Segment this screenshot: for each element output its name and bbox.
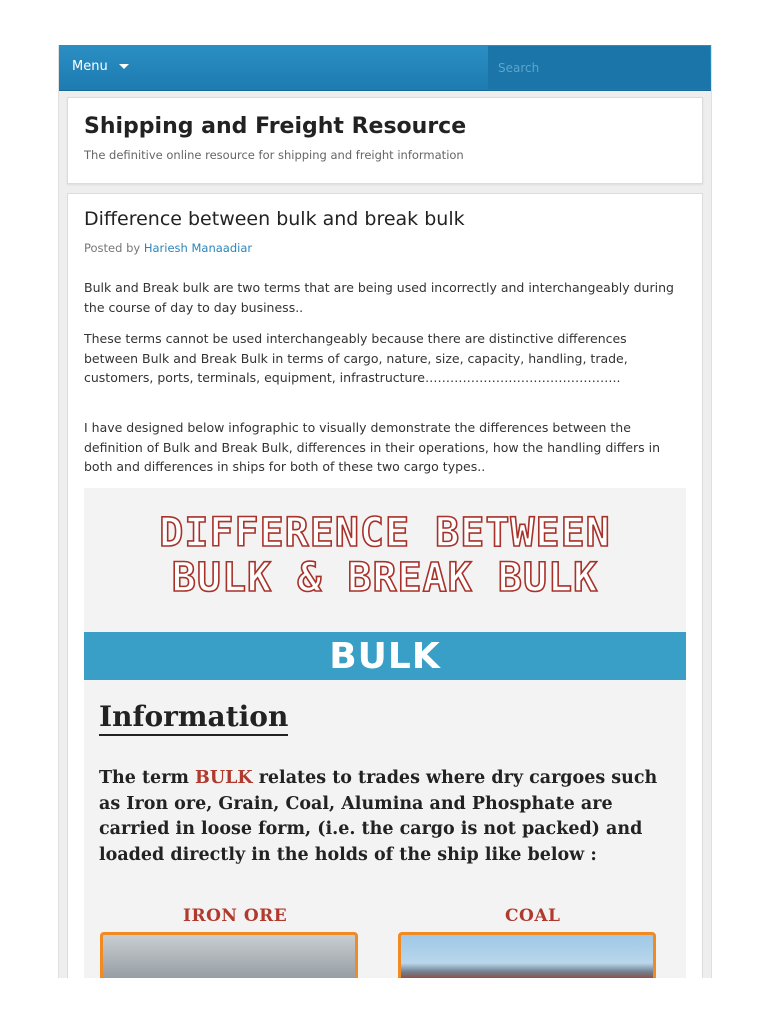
site-header [67,97,703,184]
search-input[interactable] [488,46,710,89]
page-frame [58,45,712,978]
body-highlight: BULK [195,768,253,788]
author-link[interactable]: Hariesh Manaadiar [143,241,253,255]
body-suffix: relates to trades where dry cargoes such as Iron ore, Grain, Coal, Alumina and Phosphate are carried in loose form, (i.e. the cargo is not packed) and loaded directly in the holds of the ship like below : [99,768,658,865]
iron-ore-photo [100,932,358,978]
article-paragraph: These terms cannot be used interchangeably because there are distinctive differences between Bulk and Break Bulk in terms of cargo, nature, size, capacity, handling, trade, customers, ports, terminals, equipment, infrastructure……………………………………….. [84,331,628,385]
caption-coal: COAL [505,906,561,926]
infographic-title-line1: DIFFERENCE BETWEEN [159,510,611,556]
menu-label: Menu [72,59,108,74]
site-tagline: The definitive online resource for shipping and freight information [84,148,464,162]
site-title[interactable]: Shipping and Freight Resource [84,114,467,139]
coal-photo [398,932,656,978]
bulk-band [84,632,686,680]
article-title: Difference between bulk and break bulk [84,208,465,230]
infographic-title-line2: BULK & BREAK BULK [171,555,599,601]
byline-label: Posted by [84,241,141,255]
information-body [99,766,679,868]
information-heading: Information [99,700,288,736]
byline [84,241,252,255]
caret-down-icon [119,64,129,69]
infographic [84,488,686,978]
navbar [59,45,711,91]
article [67,193,703,978]
article-paragraph: I have designed below infographic to visually demonstrate the differences between the definition of Bulk and Break Bulk, differences in their operations, how the handling differs in both and differences in ships for both of these two cargo types.. [84,420,661,474]
body-prefix: The term [99,768,196,788]
article-paragraph: Bulk and Break bulk are two terms that are being used incorrectly and interchangeably during the course of day to day business.. [84,280,674,315]
caption-iron-ore: IRON ORE [183,906,288,926]
bulk-band-label: BULK [329,636,441,677]
menu-button[interactable] [72,59,129,74]
